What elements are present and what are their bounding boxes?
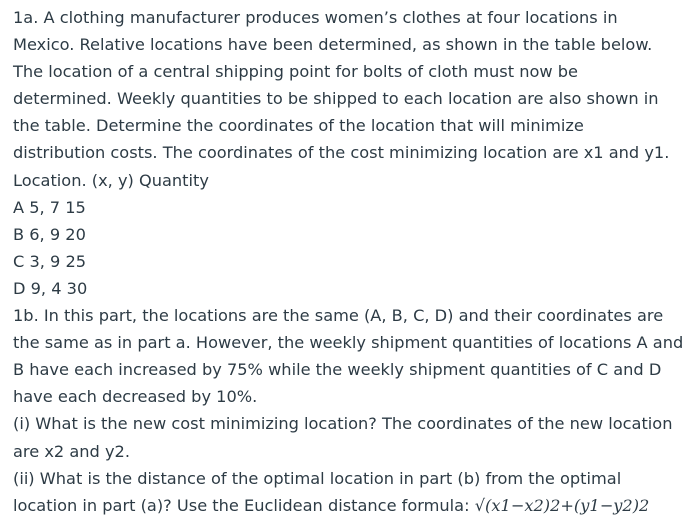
- formula-intro-text: location in part (a)? Use the Euclidean distance formula:: [13, 495, 475, 515]
- text-line: B have each increased by 75% while the weekly shipment quantities of C and D: [13, 360, 662, 380]
- text-line: determined. Weekly quantities to be shipped to each location are also shown in: [13, 89, 659, 109]
- text-line: 1b. In this part, the locations are the same (A, B, C, D) and their coordinates are: [13, 306, 664, 326]
- part-b-paragraph: [13, 302, 697, 519]
- part-a-paragraph: [13, 4, 697, 167]
- text-line: (ii) What is the distance of the optimal location in part (b) from the optimal: [13, 468, 622, 488]
- table-row: D 9, 4 30: [13, 278, 88, 298]
- text-line: Mexico. Relative locations have been determined, as shown in the table below.: [13, 35, 653, 55]
- text-line: distribution costs. The coordinates of the cost minimizing location are x1 and y1.: [13, 143, 670, 163]
- question-text: [13, 4, 697, 519]
- text-line: the same as in part a. However, the weekly shipment quantities of locations A and: [13, 333, 684, 353]
- text-line-with-formula: [13, 492, 697, 519]
- text-line: have each decreased by 10%.: [13, 387, 258, 407]
- euclidean-distance-formula: √(x1−x2)2+(y1−y2)2: [474, 495, 650, 515]
- text-line: are x2 and y2.: [13, 441, 130, 461]
- text-line: the table. Determine the coordinates of the location that will minimize: [13, 116, 584, 136]
- location-table: [13, 167, 697, 302]
- text-line: The location of a central shipping point for bolts of cloth must now be: [13, 62, 579, 82]
- text-line: (i) What is the new cost minimizing location? The coordinates of the new location: [13, 414, 673, 434]
- table-row: B 6, 9 20: [13, 224, 86, 244]
- table-row: A 5, 7 15: [13, 197, 86, 217]
- text-line: 1a. A clothing manufacturer produces women’s clothes at four locations in: [13, 8, 618, 27]
- table-row: C 3, 9 25: [13, 251, 87, 271]
- table-header: Location. (x, y) Quantity: [13, 170, 209, 190]
